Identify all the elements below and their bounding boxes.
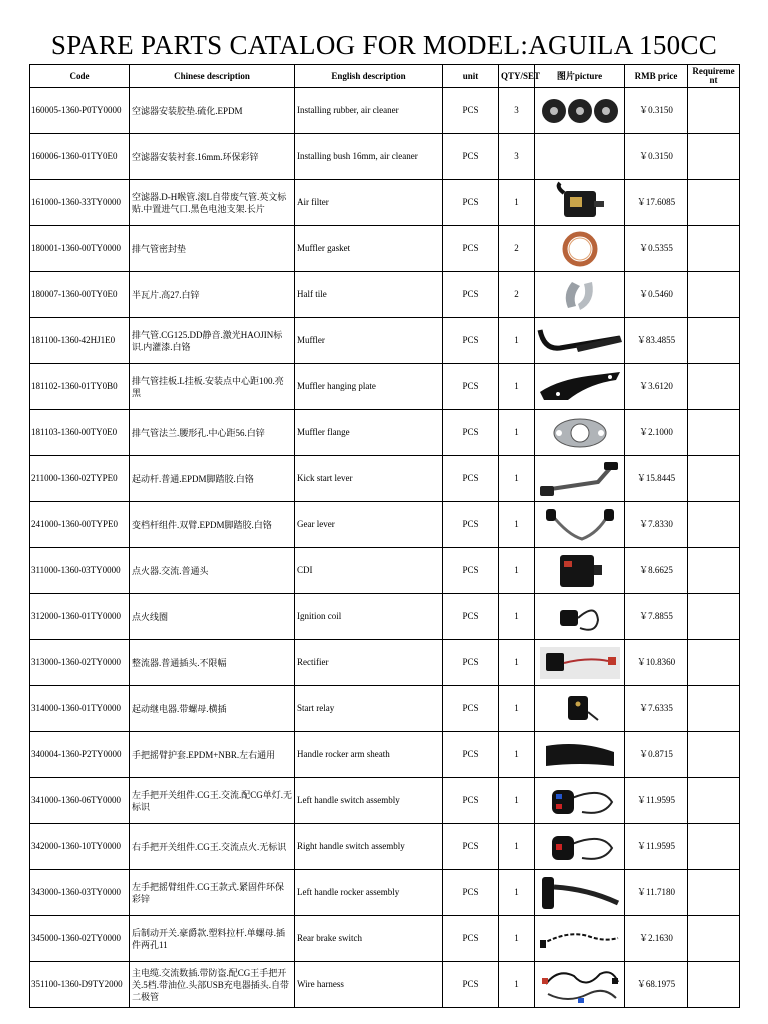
requirement-cell (688, 640, 740, 686)
english-description-cell: Half tile (295, 272, 443, 318)
chinese-description-cell: 起动继电器.带螺母.横插 (130, 686, 295, 732)
part-code-cell: 181102-1360-01TY0B0 (30, 364, 130, 410)
requirement-cell (688, 778, 740, 824)
part-code-cell: 351100-1360-D9TY2000 (30, 962, 130, 1008)
chinese-description-cell: 左手把摇臂组件.CG王款式.紧固件环保彩锌 (130, 870, 295, 916)
picture-cell (535, 410, 625, 456)
requirement-cell (688, 456, 740, 502)
requirement-cell (688, 272, 740, 318)
rmb-price-cell: ￥11.9595 (625, 824, 688, 870)
ignition-coil-icon (536, 598, 623, 636)
unit-cell: PCS (443, 272, 499, 318)
english-description-cell: Muffler hanging plate (295, 364, 443, 410)
header-qty: QTY/SET (499, 65, 535, 88)
unit-cell: PCS (443, 870, 499, 916)
unit-cell: PCS (443, 916, 499, 962)
table-row (30, 456, 740, 502)
table-row (30, 180, 740, 226)
requirement-cell (688, 732, 740, 778)
rmb-price-cell: ￥7.8855 (625, 594, 688, 640)
unit-cell: PCS (443, 456, 499, 502)
rmb-price-cell: ￥3.6120 (625, 364, 688, 410)
rectifier-icon (536, 645, 623, 681)
qty-cell: 1 (499, 456, 535, 502)
flange-icon (536, 415, 623, 451)
picture-cell (535, 88, 625, 134)
table-row (30, 962, 740, 1008)
right-switch-icon (536, 828, 623, 866)
unit-cell: PCS (443, 88, 499, 134)
picture-cell (535, 272, 625, 318)
table-row (30, 824, 740, 870)
table-row (30, 318, 740, 364)
unit-cell: PCS (443, 778, 499, 824)
part-code-cell: 181103-1360-00TY0E0 (30, 410, 130, 456)
rmb-price-cell: ￥83.4855 (625, 318, 688, 364)
picture-cell (535, 732, 625, 778)
chinese-description-cell: 点火器.交流.普通头 (130, 548, 295, 594)
chinese-description-cell: 半瓦片.高27.白锌 (130, 272, 295, 318)
rmb-price-cell: ￥7.8330 (625, 502, 688, 548)
requirement-cell (688, 594, 740, 640)
rmb-price-cell: ￥68.1975 (625, 962, 688, 1008)
qty-cell: 1 (499, 318, 535, 364)
table-row (30, 916, 740, 962)
english-description-cell: Muffler gasket (295, 226, 443, 272)
english-description-cell: Installing bush 16mm, air cleaner (295, 134, 443, 180)
requirement-cell (688, 134, 740, 180)
part-code-cell: 340004-1360-P2TY0000 (30, 732, 130, 778)
picture-cell (535, 778, 625, 824)
part-code-cell: 211000-1360-02TYPE0 (30, 456, 130, 502)
chinese-description-cell: 整流器.普通插头.不限幅 (130, 640, 295, 686)
picture-cell (535, 916, 625, 962)
table-row (30, 226, 740, 272)
left-switch-icon (536, 782, 623, 820)
part-code-cell: 160005-1360-P0TY0000 (30, 88, 130, 134)
unit-cell: PCS (443, 640, 499, 686)
part-code-cell: 241000-1360-00TYPE0 (30, 502, 130, 548)
table-row (30, 732, 740, 778)
qty-cell: 1 (499, 778, 535, 824)
picture-cell (535, 824, 625, 870)
requirement-cell (688, 962, 740, 1008)
qty-cell: 1 (499, 410, 535, 456)
rmb-price-cell: ￥11.7180 (625, 870, 688, 916)
qty-cell: 3 (499, 134, 535, 180)
table-row (30, 778, 740, 824)
table-row (30, 272, 740, 318)
unit-cell: PCS (443, 180, 499, 226)
requirement-cell (688, 318, 740, 364)
unit-cell: PCS (443, 594, 499, 640)
part-code-cell: 161000-1360-33TY0000 (30, 180, 130, 226)
english-description-cell: Rear brake switch (295, 916, 443, 962)
english-description-cell: CDI (295, 548, 443, 594)
unit-cell: PCS (443, 502, 499, 548)
picture-cell (535, 180, 625, 226)
table-row (30, 410, 740, 456)
unit-cell: PCS (443, 732, 499, 778)
muffler-icon (536, 324, 623, 358)
part-code-cell: 160006-1360-01TY0E0 (30, 134, 130, 180)
gear-lever-icon (536, 505, 623, 545)
english-description-cell: Left handle switch assembly (295, 778, 443, 824)
unit-cell: PCS (443, 962, 499, 1008)
header-price: RMB price (625, 65, 688, 88)
requirement-cell (688, 502, 740, 548)
picture-cell (535, 594, 625, 640)
chinese-description-cell: 变档杆组件.双臂.EPDM脚踏胶.白铬 (130, 502, 295, 548)
requirement-cell (688, 364, 740, 410)
unit-cell: PCS (443, 134, 499, 180)
english-description-cell: Muffler (295, 318, 443, 364)
unit-cell: PCS (443, 226, 499, 272)
part-code-cell: 311000-1360-03TY0000 (30, 548, 130, 594)
qty-cell: 1 (499, 180, 535, 226)
requirement-cell (688, 686, 740, 732)
header-requirement: Requirement (688, 65, 740, 88)
qty-cell: 1 (499, 594, 535, 640)
table-row (30, 88, 740, 134)
chinese-description-cell: 排气管密封垫 (130, 226, 295, 272)
part-code-cell: 342000-1360-10TY0000 (30, 824, 130, 870)
part-code-cell: 180007-1360-00TY0E0 (30, 272, 130, 318)
picture-cell (535, 686, 625, 732)
rmb-price-cell: ￥15.8445 (625, 456, 688, 502)
picture-cell (535, 456, 625, 502)
english-description-cell: Kick start lever (295, 456, 443, 502)
parts-table (29, 64, 740, 1008)
rmb-price-cell: ￥17.6085 (625, 180, 688, 226)
unit-cell: PCS (443, 824, 499, 870)
requirement-cell (688, 824, 740, 870)
unit-cell: PCS (443, 318, 499, 364)
requirement-cell (688, 88, 740, 134)
cdi-icon (536, 551, 623, 591)
qty-cell: 1 (499, 502, 535, 548)
qty-cell: 1 (499, 364, 535, 410)
part-code-cell: 313000-1360-02TY0000 (30, 640, 130, 686)
part-code-cell: 314000-1360-01TY0000 (30, 686, 130, 732)
chinese-description-cell: 起动杆.普通.EPDM脚踏胶.白铬 (130, 456, 295, 502)
rubber-rings-icon (536, 94, 623, 128)
qty-cell: 1 (499, 640, 535, 686)
rmb-price-cell: ￥2.1000 (625, 410, 688, 456)
part-code-cell: 181100-1360-42HJ1E0 (30, 318, 130, 364)
chinese-description-cell: 右手把开关组件.CG王.交流点火.无标识 (130, 824, 295, 870)
sheath-icon (536, 738, 623, 772)
requirement-cell (688, 180, 740, 226)
wire-harness-icon (536, 964, 623, 1006)
header-code: Code (30, 65, 130, 88)
unit-cell: PCS (443, 364, 499, 410)
chinese-description-cell: 空滤器.D-H喉管.滚L自带废气管.英文标贴.中置进气口.黑色电池支架.长片 (130, 180, 295, 226)
table-row (30, 594, 740, 640)
requirement-cell (688, 226, 740, 272)
chinese-description-cell: 排气管挂板.L挂板.安装点中心距100.亮黑 (130, 364, 295, 410)
rmb-price-cell: ￥0.5460 (625, 272, 688, 318)
unit-cell: PCS (443, 410, 499, 456)
qty-cell: 1 (499, 916, 535, 962)
rmb-price-cell: ￥8.6625 (625, 548, 688, 594)
table-row (30, 640, 740, 686)
requirement-cell (688, 410, 740, 456)
chinese-description-cell: 左手把开关组件.CG王.交流.配CG单灯.无标识 (130, 778, 295, 824)
air-filter-icon (536, 183, 623, 223)
chinese-description-cell: 空滤器安装胶垫.硫化.EPDM (130, 88, 295, 134)
chinese-description-cell: 排气管.CG125.DD静音.激光HAOJIN标识.内灌漆.白铬 (130, 318, 295, 364)
rmb-price-cell: ￥0.3150 (625, 88, 688, 134)
rmb-price-cell: ￥7.6335 (625, 686, 688, 732)
half-tile-icon (536, 276, 623, 314)
table-row (30, 502, 740, 548)
qty-cell: 1 (499, 686, 535, 732)
english-description-cell: Left handle rocker assembly (295, 870, 443, 916)
gasket-icon (536, 231, 623, 267)
table-row (30, 134, 740, 180)
rmb-price-cell: ￥10.8360 (625, 640, 688, 686)
rmb-price-cell: ￥11.9595 (625, 778, 688, 824)
english-description-cell: Right handle switch assembly (295, 824, 443, 870)
english-description-cell: Rectifier (295, 640, 443, 686)
picture-cell (535, 364, 625, 410)
header-english-description: English description (295, 65, 443, 88)
rmb-price-cell: ￥0.5355 (625, 226, 688, 272)
picture-cell (535, 870, 625, 916)
english-description-cell: Handle rocker arm sheath (295, 732, 443, 778)
picture-cell (535, 502, 625, 548)
qty-cell: 1 (499, 548, 535, 594)
english-description-cell: Installing rubber, air cleaner (295, 88, 443, 134)
hanging-plate-icon (536, 370, 623, 404)
start-relay-icon (536, 690, 623, 728)
requirement-cell (688, 548, 740, 594)
chinese-description-cell: 后制动开关.豪爵款.塑料拉杆.单螺母.插件两孔11 (130, 916, 295, 962)
picture-cell (535, 318, 625, 364)
header-unit: unit (443, 65, 499, 88)
brake-switch-icon (536, 924, 623, 954)
requirement-cell (688, 916, 740, 962)
part-code-cell: 341000-1360-06TY0000 (30, 778, 130, 824)
header-chinese-description: Chinese description (130, 65, 295, 88)
chinese-description-cell: 空滤器安装衬套.16mm.环保彩锌 (130, 134, 295, 180)
kick-lever-icon (536, 460, 623, 498)
english-description-cell: Gear lever (295, 502, 443, 548)
header-picture: 图片picture (535, 65, 625, 88)
page-title: SPARE PARTS CATALOG FOR MODEL:AGUILA 150CC (50, 30, 718, 60)
unit-cell: PCS (443, 686, 499, 732)
part-code-cell: 345000-1360-02TY0000 (30, 916, 130, 962)
picture-cell (535, 962, 625, 1008)
picture-cell (535, 226, 625, 272)
table-row (30, 364, 740, 410)
table-row (30, 870, 740, 916)
qty-cell: 2 (499, 226, 535, 272)
qty-cell: 1 (499, 962, 535, 1008)
chinese-description-cell: 排气管法兰.腰形孔.中心距56.白锌 (130, 410, 295, 456)
english-description-cell: Start relay (295, 686, 443, 732)
chinese-description-cell: 手把摇臂护套.EPDM+NBR.左右通用 (130, 732, 295, 778)
picture-cell (535, 134, 625, 180)
qty-cell: 1 (499, 870, 535, 916)
part-code-cell: 343000-1360-03TY0000 (30, 870, 130, 916)
rmb-price-cell: ￥0.8715 (625, 732, 688, 778)
picture-cell (535, 640, 625, 686)
qty-cell: 3 (499, 88, 535, 134)
chinese-description-cell: 主电缆.交流数插.带防盗.配CG王手把开关.5档.带油位.头部USB充电器插头.自带二极管 (130, 962, 295, 1008)
part-code-cell: 312000-1360-01TY0000 (30, 594, 130, 640)
rocker-icon (536, 873, 623, 913)
english-description-cell: Wire harness (295, 962, 443, 1008)
requirement-cell (688, 870, 740, 916)
table-header-row (30, 65, 740, 88)
table-row (30, 686, 740, 732)
english-description-cell: Air filter (295, 180, 443, 226)
english-description-cell: Muffler flange (295, 410, 443, 456)
rmb-price-cell: ￥0.3150 (625, 134, 688, 180)
english-description-cell: Ignition coil (295, 594, 443, 640)
qty-cell: 1 (499, 824, 535, 870)
qty-cell: 1 (499, 732, 535, 778)
chinese-description-cell: 点火线圈 (130, 594, 295, 640)
rmb-price-cell: ￥2.1630 (625, 916, 688, 962)
qty-cell: 2 (499, 272, 535, 318)
unit-cell: PCS (443, 548, 499, 594)
picture-cell (535, 548, 625, 594)
part-code-cell: 180001-1360-00TY0000 (30, 226, 130, 272)
table-row (30, 548, 740, 594)
